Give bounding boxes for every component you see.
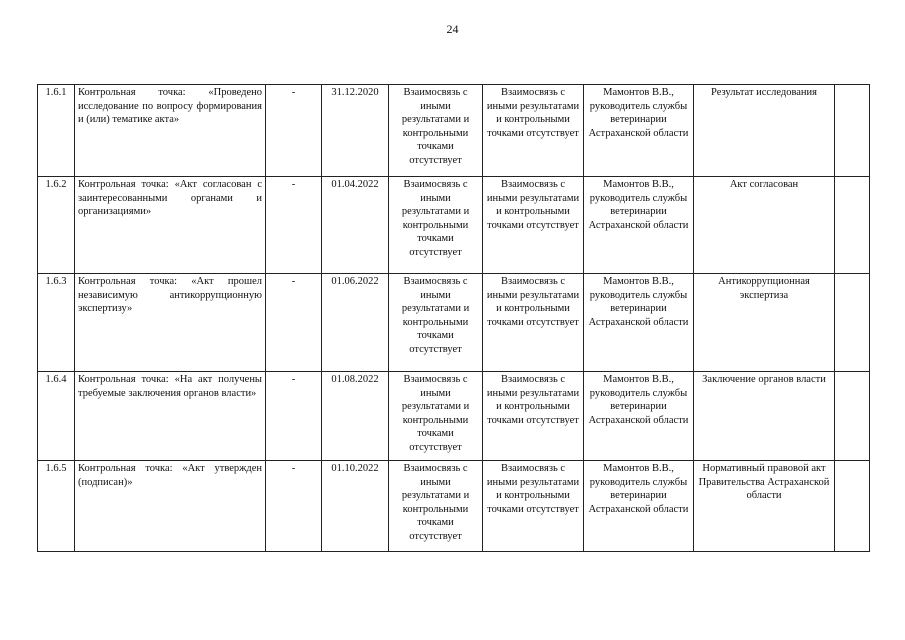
row-extra — [835, 461, 870, 552]
table-row — [38, 85, 870, 177]
row-number: 1.6.3 — [38, 274, 75, 372]
row-dash: - — [266, 461, 322, 552]
row-extra — [835, 372, 870, 461]
row-description: Контрольная точка: «Проведено исследование по вопросу формирования и (или) тематике акта» — [75, 85, 266, 177]
row-description: Контрольная точка: «Акт прошел независимую антикоррупционную экспертизу» — [75, 274, 266, 372]
row-relation-1: Взаимосвязь с иными результатами и контрольными точками отсутствует — [389, 372, 483, 461]
row-extra — [835, 274, 870, 372]
page-number: 24 — [446, 22, 459, 36]
row-description: Контрольная точка: «На акт получены требуемые заключения органов власти» — [75, 372, 266, 461]
row-dash: - — [266, 85, 322, 177]
row-date: 01.08.2022 — [322, 372, 389, 461]
row-relation-2: Взаимосвязь с иными результатами и контрольными точками отсутствует — [483, 461, 584, 552]
row-relation-2: Взаимосвязь с иными результатами и контрольными точками отсутствует — [483, 177, 584, 274]
row-description: Контрольная точка: «Акт согласован с заинтересованными органами и организациями» — [75, 177, 266, 274]
row-number: 1.6.4 — [38, 372, 75, 461]
row-responsible: Мамонтов В.В., руководитель службы ветеринарии Астраханской области — [584, 274, 694, 372]
row-dash: - — [266, 372, 322, 461]
milestones-table-body — [38, 85, 870, 552]
row-dash: - — [266, 177, 322, 274]
row-extra — [835, 85, 870, 177]
row-result: Акт согласован — [694, 177, 835, 274]
row-result: Результат исследования — [694, 85, 835, 177]
row-date: 01.04.2022 — [322, 177, 389, 274]
row-responsible: Мамонтов В.В., руководитель службы ветеринарии Астраханской области — [584, 177, 694, 274]
row-relation-1: Взаимосвязь с иными результатами и контрольными точками отсутствует — [389, 85, 483, 177]
row-responsible: Мамонтов В.В., руководитель службы ветеринарии Астраханской области — [584, 85, 694, 177]
row-result: Антикоррупционная экспертиза — [694, 274, 835, 372]
row-number: 1.6.5 — [38, 461, 75, 552]
row-number: 1.6.2 — [38, 177, 75, 274]
row-responsible: Мамонтов В.В., руководитель службы ветеринарии Астраханской области — [584, 372, 694, 461]
row-result: Заключение органов власти — [694, 372, 835, 461]
row-dash: - — [266, 274, 322, 372]
row-number: 1.6.1 — [38, 85, 75, 177]
table-row — [38, 274, 870, 372]
row-relation-1: Взаимосвязь с иными результатами и контрольными точками отсутствует — [389, 274, 483, 372]
row-date: 31.12.2020 — [322, 85, 389, 177]
row-relation-2: Взаимосвязь с иными результатами и контрольными точками отсутствует — [483, 85, 584, 177]
row-relation-1: Взаимосвязь с иными результатами и контрольными точками отсутствует — [389, 461, 483, 552]
row-relation-2: Взаимосвязь с иными результатами и контрольными точками отсутствует — [483, 372, 584, 461]
row-relation-2: Взаимосвязь с иными результатами и контрольными точками отсутствует — [483, 274, 584, 372]
table-row — [38, 372, 870, 461]
row-date: 01.10.2022 — [322, 461, 389, 552]
row-responsible: Мамонтов В.В., руководитель службы ветеринарии Астраханской области — [584, 461, 694, 552]
row-relation-1: Взаимосвязь с иными результатами и контрольными точками отсутствует — [389, 177, 483, 274]
table-row — [38, 177, 870, 274]
row-description: Контрольная точка: «Акт утвержден (подписан)» — [75, 461, 266, 552]
table-row — [38, 461, 870, 552]
row-result: Нормативный правовой акт Правительства Астраханской области — [694, 461, 835, 552]
row-date: 01.06.2022 — [322, 274, 389, 372]
milestones-table — [37, 84, 870, 552]
row-extra — [835, 177, 870, 274]
